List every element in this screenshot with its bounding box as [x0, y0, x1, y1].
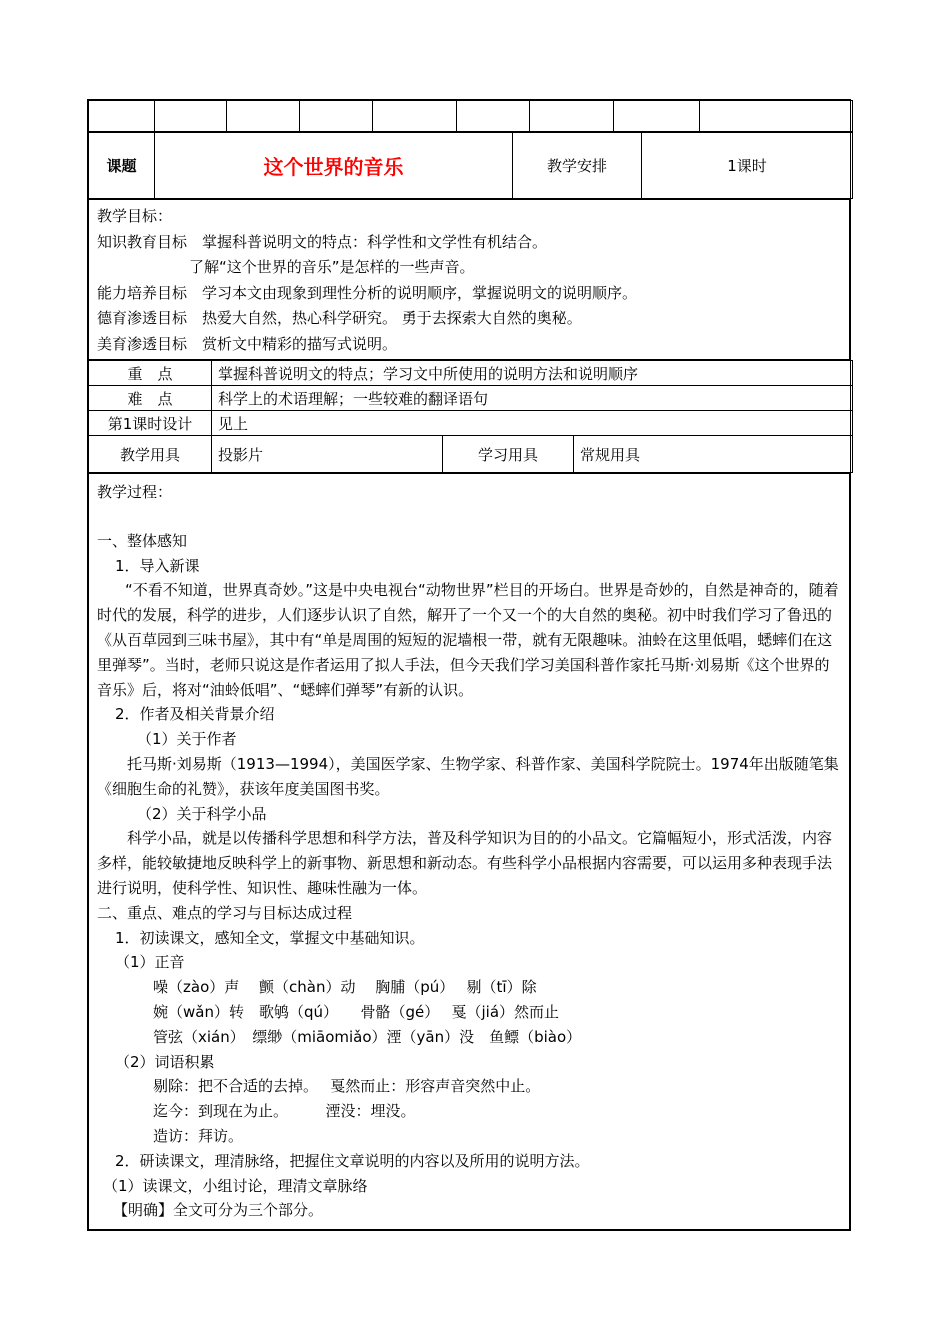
- difficult-point-label: 难 点: [89, 386, 212, 411]
- clarify-tag: 【明确】: [113, 1201, 174, 1220]
- section-1-1-heading: 1．导入新课: [115, 556, 200, 575]
- key-point-value: 掌握科普说明文的特点；学习文中所使用的说明方法和说明顺序: [212, 361, 853, 386]
- aesthetic-label: 美育渗透目标: [97, 334, 188, 353]
- science-essay-paragraph: 科学小品，就是以传播科学思想和科学方法，普及科学知识为目的的小品文。它篇幅短小，形式活泼，内容多样，能较敏捷地反映科学上的新事物、新思想和新动态。有些科学小品根据内容需要，可以运用多种表现手法进行说明，使科学性、知识性、趣味性融为一体。: [97, 829, 833, 897]
- section-2-1-heading: 1．初读课文，感知全文，掌握文中基础知识。: [115, 928, 425, 947]
- process-heading: 教学过程：: [97, 483, 173, 501]
- moral-label: 德育渗透目标: [97, 309, 188, 327]
- difficult-point-value: 科学上的术语理解；一些较难的翻译语句: [212, 386, 853, 411]
- intro-paragraph: “不看不知道，世界真奇妙。”这是中央电视台“动物世界”栏目的开场白。世界是奇妙的，自然是神奇的，随着时代的发展，科学的进步，人们逐步认识了自然，解开了一个又一个的大自然的奥秘。初中时我们学习了鲁迅的《从百草园到三味书屋》，其中有“单是周围的短短的泥墙根一带，就有无限趣味。油蛉在这里低唱，蟋蟀们在这里弹琴”。当时，老师只说这是作者运用了拟人手法，但今天我们学习美国科普作家托马斯·刘易斯《这个世界的音乐》后，将对“油蛉低唱”、“蟋蟀们弹琴”有新的认识。: [97, 581, 839, 699]
- vocabulary-line-1: 剔除：把不合适的去掉。 戛然而止：形容声音突然中止。: [153, 1077, 541, 1096]
- vocabulary-line-2: 迄今：到现在为止。 湮没：埋没。: [153, 1102, 416, 1121]
- study-tools-value: 常规用具: [574, 436, 853, 473]
- vocabulary-heading: （2）词语积累: [115, 1052, 215, 1071]
- title-table: [88, 132, 853, 199]
- ability-label: 能力培养目标: [97, 283, 188, 302]
- clarify-text: 全文可分为三个部分。: [173, 1201, 324, 1220]
- empty-grid-row: [89, 101, 853, 132]
- design-value: 见上: [212, 411, 853, 436]
- pronunciation-line-3: 管弦（xián） 缥缈（miāomiǎo）湮（yān）没 鱼鳔（biào）: [153, 1027, 582, 1046]
- lesson-label: 课题: [89, 133, 155, 199]
- ability-goal: 学习本文由现象到理性分析的说明顺序，掌握说明文的说明顺序。: [202, 283, 638, 302]
- vocabulary-line-3: 造访：拜访。: [153, 1126, 244, 1145]
- pronunciation-heading: （1）正音: [115, 953, 185, 972]
- header-table: [88, 100, 853, 132]
- lesson-plan-table: [87, 99, 851, 1231]
- goals-heading: 教学目标：: [97, 207, 173, 225]
- section-2-2-1-heading: （1）读课文，小组讨论，理清文章脉络: [103, 1176, 368, 1195]
- section-2-heading: 二、重点、难点的学习与目标达成过程: [97, 903, 353, 922]
- section-1-2-heading: 2．作者及相关背景介绍: [115, 705, 275, 724]
- pronunciation-line-1: 噪（zào）声 颤（chàn）动 胸脯（pú） 剔（tī）除: [153, 978, 537, 997]
- pronunciation-line-2: 婉（wǎn）转 歌鸲（qú） 骨骼（gé） 戛（jiá）然而止: [153, 1002, 560, 1021]
- goals-table: [88, 199, 850, 360]
- aesthetic-goal: 赏析文中精彩的描写式说明。: [202, 334, 398, 353]
- knowledge-goal-2: 了解“这个世界的音乐”是怎样的一些声音。: [189, 258, 475, 276]
- key-point-label: 重 点: [89, 361, 212, 386]
- section-2-2-heading: 2．研读课文，理清脉络，把握住文章说明的内容以及所用的说明方法。: [115, 1151, 590, 1170]
- knowledge-goal-1: 掌握科普说明文的特点：科学性和文学性有机结合。: [202, 232, 548, 251]
- study-tools-label: 学习用具: [443, 436, 574, 473]
- section-1-heading: 一、整体感知: [97, 531, 188, 550]
- info-table: [88, 360, 853, 473]
- knowledge-label: 知识教育目标: [97, 232, 188, 251]
- lesson-title: 这个世界的音乐: [155, 133, 513, 199]
- arrangement-label: 教学安排: [513, 133, 642, 199]
- teaching-process: [89, 474, 850, 1230]
- section-1-2-2-heading: （2）关于科学小品: [137, 804, 267, 823]
- design-label: 第1课时设计: [89, 411, 212, 436]
- author-paragraph: 托马斯·刘易斯（1913—1994），美国医学家、生物学家、科普作家、美国科学院院士。1974年出版随笔集《细胞生命的礼赞》，获该年度美国图书奖。: [97, 754, 839, 798]
- moral-goal: 热爱大自然，热心科学研究。 勇于去探索大自然的奥秘。: [202, 309, 582, 327]
- teaching-tools-value: 投影片: [212, 436, 443, 473]
- teaching-goals: [89, 200, 850, 360]
- teaching-tools-label: 教学用具: [89, 436, 212, 473]
- arrangement-value: 1课时: [642, 133, 853, 199]
- section-1-2-1-heading: （1）关于作者: [137, 730, 237, 749]
- process-table: [88, 473, 850, 1230]
